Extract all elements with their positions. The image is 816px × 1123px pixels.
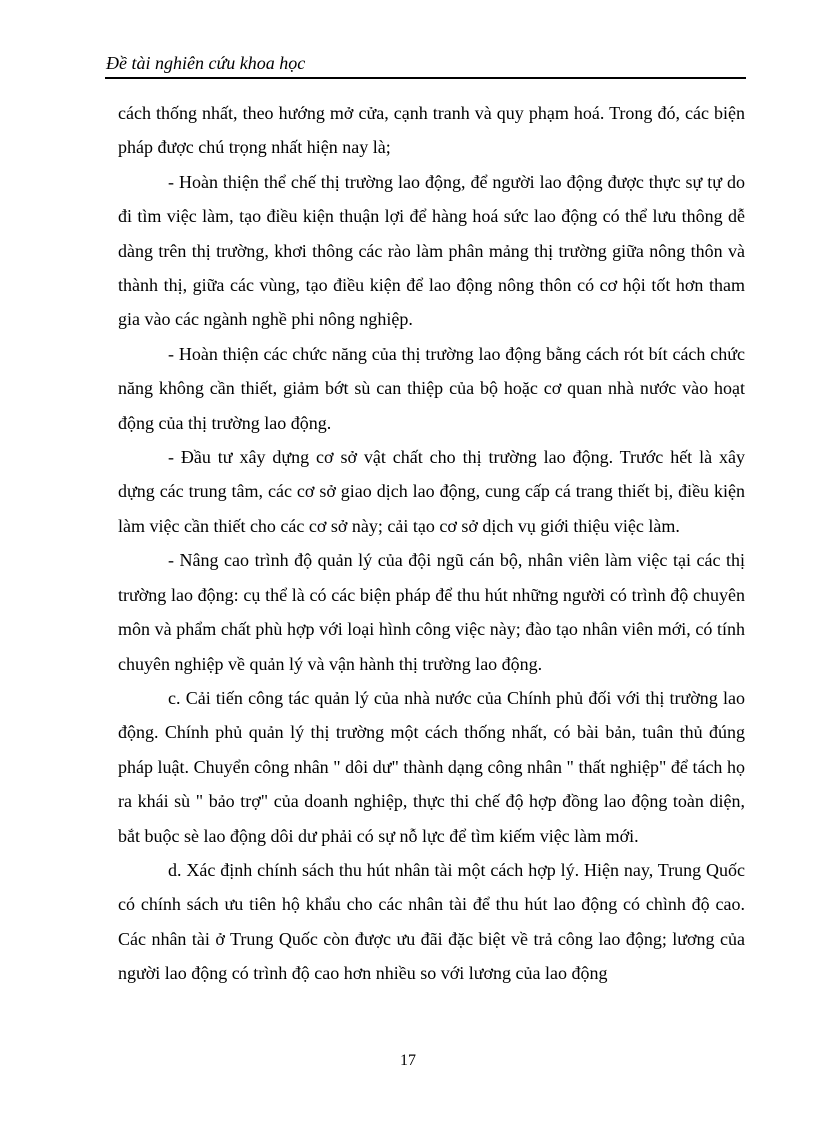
paragraph-staff-qualification: - Nâng cao trình độ quản lý của đội ngũ cán bộ, nhân viên làm việc tại các thị trường lao động: cụ thể là có các biện pháp để thu hút những người có trình độ chuyên môn và phẩm chất phù hợp với loại hình công việc này; đào tạo nhân viên mới, có tính chuyên nghiệp về quản lý và vận hành thị trường lao động. [118,550,745,674]
page-header [105,50,746,79]
document-body [118,96,745,991]
header-title: Đề tài nghiên cứu khoa học [106,53,306,73]
page-number: 17 [400,1052,416,1069]
paragraph-section-d: d. Xác định chính sách thu hút nhân tài một cách hợp lý. Hiện nay, Trung Quốc có chính sách ưu tiên hộ khẩu cho các nhân tài để thu hút lao động có chình độ cao. Các nhân tài ở Trung Quốc còn được ưu đãi đặc biệt về trả công lao động; lương của người lao động có trình độ cao hơn nhiều so với lương của lao động [118,859,745,984]
paragraph-labor-market-functions: - Hoàn thiện các chức năng của thị trường lao động bằng cách rót bít cách chức năng không cần thiết, giảm bớt sù can thiệp của bộ hoặc cơ quan nhà nước vào hoạt động của thị trường lao động. [118,343,745,433]
paragraph-labor-market-institutions: - Hoàn thiện thể chế thị trường lao động, để người lao động được thực sự tự do đi tìm việc làm, tạo điều kiện thuận lợi để hàng hoá sức lao động có thể lưu thông dễ dàng trên thị trường, khơi thông các rào làm phân mảng thị trường giữa nông thôn và thành thị, giữa các vùng, tạo điều kiện để lao động nông thôn có cơ hội tốt hơn tham gia vào các ngành nghề phi nông nghiệp. [118,171,745,330]
paragraph-continuation: cách thống nhất, theo hướng mở cửa, cạnh tranh và quy phạm hoá. Trong đó, các biện pháp được chú trọng nhất hiện nay là; [118,103,745,158]
paragraph-section-c: c. Cải tiến công tác quản lý của nhà nước của Chính phủ đối với thị trường lao động. Chính phủ quản lý thị trường một cách thống nhất, có bài bản, tuân thủ đúng pháp luật. Chuyển công nhân " dôi dư" thành dạng công nhân " thất nghiệp" để tách họ ra khái sù " bảo trợ" của doanh nghiệp, thực thi chế độ hợp đồng lao động toàn diện, bắt buộc sè lao động dôi dư phải có sự nỗ lực để tìm kiếm việc làm mới. [118,687,745,846]
paragraph-infrastructure-investment: - Đầu tư xây dựng cơ sở vật chất cho thị trường lao động. Trước hết là xây dựng các trung tâm, các cơ sở giao dịch lao động, cung cấp cá trang thiết bị, điều kiện làm việc cần thiết cho các cơ sở này; cải tạo cơ sở dịch vụ giới thiệu việc làm. [118,447,745,536]
